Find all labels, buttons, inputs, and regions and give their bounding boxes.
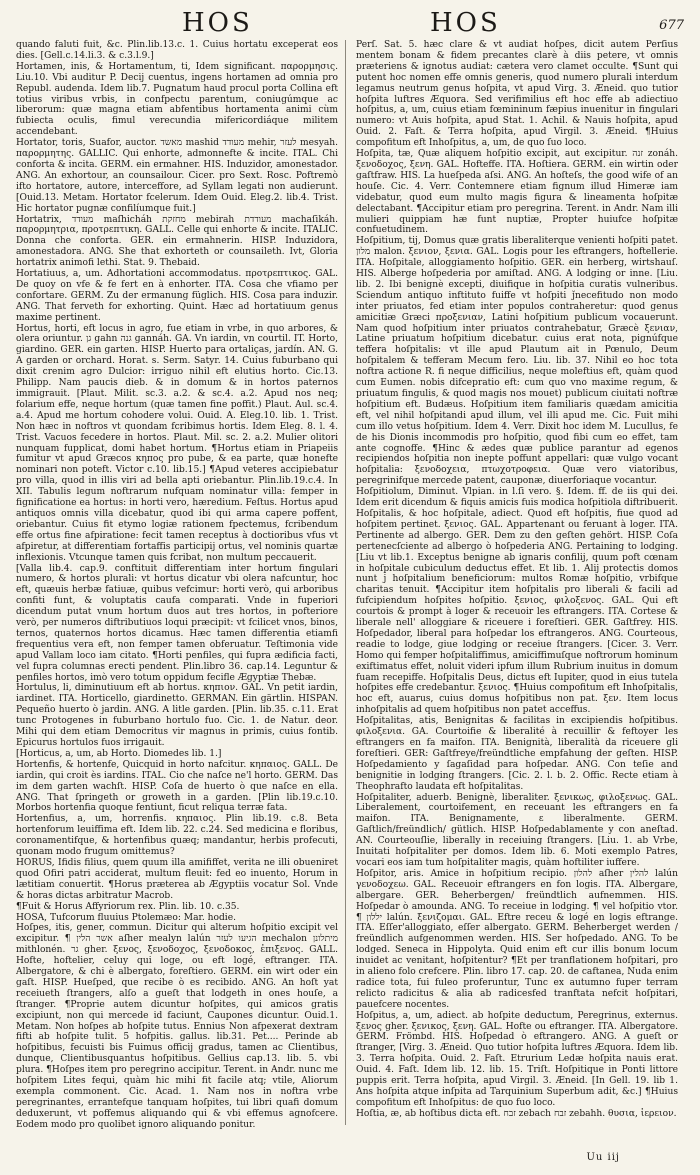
running-head-right: HOS [430,8,501,38]
dictionary-entry: Hoſpitalitas, atis, Benignitas & facilitas in excipiendis hoſpitibus. φιλοξενια. GA. Courtoifie & liberalité à recuillir & feftoyer les eftrangers en fa maifon. ITA. Benignità, liberalità da riceuere gli foreſtieri. GER: Gaſtfreye/freündtliche empfahung der geſten. HISP. Hoſpedamiento y ſagaſidad para hoſpedar. ANG. Con teſie and benignitie in lodging ſtrangers. [Cic. 2. l. b. 2. Offic. Recte etiam à Theophrafto laudata eft hoſpitalitas. [356,716,678,792]
dictionary-entry: HOSA, Tufcorum fluuius Ptolemæo: Mar. hodie. [16,912,236,923]
dictionary-entry: Hortus, horti, eft locus in agro, fue etiam in vrbe, in quo arbores, & olera oriuntur. גן gahn גנה gannáh. GA. Vn iardin, vn courtil. IT. Horto, giardino. GER. ein garten. HISP. Huerto para ortaliças, jardín. AN. G. A garden or orchard. Horat. s. Serm. Satyr. 14. Cuius fuburbano qui dixit crenim agro Dulcior: irriguo nihil eft elutius horto. Cic.13. Philipp. Nam paucis dieb. & in domum & in hortos paternos immigrauit. [Plaut. Milit. sc.3. a.2. & sc.4. a.2. Apud nos neq; folarium effe, neque hortum (quæ tamen fine poffit.) Plaut. Aul. sc.4. a.4. Apud me hortum cohodere volui. Ouid. A. Eleg.10. lib. 1. Trist. Non hæc in noftros vt quondam fcribimus hortis. Idem Eleg. 8. l. 4. Trist. Vacuos fecedere in hortos. Plaut. Mil. sc. 2. a.2. Mulier olitori nunquam fupplicat, domi habet hortum. ¶Hortus etiam in Priapeiis fumitur vt apud Græcos κηπος pro pube, & ea parte, quæ honefte nominari non poteft. Victor c.10. lib.15.] ¶Apud veteres accipiebatur pro villa, quod in illis viri ad bella apti oriebantur. Plin.lib.19.c.4. In XII. Tabulis legum noftrarum nufquam nominatur villa: femper in fignificatione ea hortus: in horti vero, hæredium. Feſtus. Hortus apud antiquos omnis villa dicebatur, quod ibi qui arma capere poffent, oriebantur. Cuius fit etymo logiæ rationem fpectemus, fcribendum effe ortus fine afpiratione: fecit tamen receptus à doctioribus vfus vt afpiretur, at differentiam fortaffis participij ortus, vel nominis quartæ inflexionis. Vtcunque tamen quis fcribat, non multum peccauerit. [16,323,338,563]
dictionary-entry: Hoſtia, æ, ab hoſtibus dicta eft. זבח zebach זבח zebahh. θυσια, ἱερειον. [356,1108,677,1119]
dictionary-entry: Hoſpitaliter, aduerb. Benignè, liberaliter. ξενικως, φιλοξενως. GAL. Liberalement, courtoifement, en receuant les eftrangers en fa maifon. ITA. Benignamente, ε liberalmente. GERM. Gaſtlich/freündlich/ gütlich. HISP. Hoſpedablamente y con aneſtad. AN. Courteouſlie, liberally in receiuing ſtrangers. [Liu. 1. ab Vrbe, Inuitati hoſpitaliter per domos. Idem lib. 6. Moti exemplo Patres, vocari eos iam tum hoſpitaliter magis, quàm hoftiliter iuffere. [356,792,678,868]
dictionary-entry: Hortulus, li, diminutiuum eft ab hortus. κηπιον. GAL. Vn petit iardin, iardinet. ITA. Horticello, giardinetto. GERMAN. Ein gärtlin. HISPAN. Pequeño huerto ò jardin. ANG. A litle garden. [Plin. lib.35. c.11. Erat tunc Protogenes in fuburbano hortulo fuo. Cic. 1. de Natur. deor. Mihi qui dem etiam Democritus vir magnus in primis, cuius fontib. Epicurus hortulos fuos irrigauit. [16,683,338,748]
dictionary-entry: Hoſpes, itis, gener, commun. Dicitur qui alterum hoſpitio excipit vel excipitur. ¶ אשר הלין aſher mealyn lalún הגיעו לעזר mechalon מיתלונן mithlonén. גר gher. ξενος, ξενοδοχος, ξενοδοκος, ἐπιξενος. GALL. Hofte, hoftelier, celuy qui loge, ou eft logé, eftranger. ITA. Albergatore, & chi è albergato, foreſtiero. GERM. ein wirt oder ein gaſt. HISP. Hueſped, que recibe ò es recibido. ANG. An hoſt yat receiueth ſtrangers, alſo a gueſt that lodgeth in ones houſe, a ſtranger. ¶Proprie autem dicuntur hoſpites, qui amicos gratis excipiunt, non qui mercede id faciunt, Caupones dicuntur. Ouid.1. Metam. Non hoſpes ab hoſpite tutus. Ennius Non afpexerat dextram fifti ab hoſpite tulit. 5 hofpitis. gallus. lib.31. Pet.... Perinde ab hoſpitibus, fecuisti bis Fuimus officij gradus, tamen ac Clientibus, dunque, Clientibusquantus hoſpitibus. Gellius cap.13. lib. 5. vbi plura. ¶Hoſpes item pro peregrino accipitur. Terent. in Andr. nunc me hoſpitem Lites fequi, quàm hic mihi fit facile atq; vtile, Aliorum exempla commonent. Cic. Acad. 1. Nam nos in noftra vrbe peregrinantes, errantefque tanquam hoſpites, tui libri quafi domum deduxerunt, vt poffemus aliquando qui & vbi effemus agnofcere. Eodem modo pro quolibet ignoro aliquando ponitur. [16,923,338,1130]
left-column [16,40,338,1131]
dictionary-entry: Hoſpitium, tij, Domus quæ gratis liberaliterque venienti hoſpiti patet. מלון malon. ξενιον, ξενια. GAL. Logis pour les eftrangers, hoftellerie. ITA. Hoſpitale, alloggiamento hoſpitio. GER. ein herberg, wirtshauſ. HIS. Alberge hoſpederia por amiſtad. ANG. A lodging or inne. [Liu. lib. 2. Ibi benignè excepti, diuifique in hoſpitia curatis vulneribus. Sciendum antiquo inftituto fuiffe vt hoſpiti ǰnecefitudo non modo inter priuatos, fed etiam inter populos contraheretur: quod genus amicitiæ Græci προξενιαν, Latini hoſpitium publicum vocauerunt. Nam quod hoſpitium inter priuatos contrahebatur, Græcè ξενιαν, Latine priuatum hoſpitium dicebatur. cuius erat nota, pignúfque teffera hoſpitalis: vt ille apud Plautum ait in Pœnulo, Deum hoſpitalem & tefferam Mecum fero. Liu. lib. 37. Nihil eo hoc tota noftra actione R. fi neque difficilius, neque moleftius eft, quàm quod cum Eumen. nobis difcepratio eft: cum quo vno maxime regum, & priuatum fingulis, & quod magis nos mouet) publicum ciuitati noftræ hoſpitium eft. Budæus. Hoſpitium item familiaris quædam amicitia eft, vel nihil hoſpitandi apud illum, vel illi apud me. Cic. Fuit mihi cum illo vetus hoſpitium. Idem 4. Verr. Dixit hoc idem M. Lucullus, fe de his Dionis incommodis pro hoſpitio, quod fibi cum eo effet, tam ante cognoffe. ¶Hinc & ædes quæ publice parantur ad egenos recipiendos hoſpitia non inepte poffunt appellari: quæ vulgo vocant hoſpitalia: ξενοδοχεια, πτωχοτροφεια. Quæ vero viatoribus, peregrinifque mercede patent, cauponæ, diuerforiaque vocantur. [356,236,678,487]
running-head-left: HOS [182,8,253,38]
dictionary-entry: Hoſpitor, aris. Amice in hoſpitium recipio. להלון aſher להלין lalún γενοδοχεω. GAL. Receuoir eftrangers en fon logis. ITA. Albergare, albergare. GER. Beherbergen/ freündtlich aufnemmen. HIS. Hoſpedar ò amounda. ANG. To receiue in lodging. ¶ vel hoſpitio vtor. ¶ יללון lalún. ξενιζομαι. GAL. Eftre receu & logé en logis eftrange. ITA. Eſſer'alloggiato, eſſer albergato. GERM. Beherberget werden / freündlich aufgenommen werden. HIS. Ser hoſpedado. ANG. To be lodged. Seneca in Hippolyta. Quid enim eft cur illis bonum locum inuidet ac venitant, hoſpitentur? ¶Et per tranflationem hoſpitari, pro in alieno folo crefcere. Plin. libro 17. cap. 20. de caftanea, Nuda enim radice tota, fui fuleo proferuntur, Tunc ex autumno fuper terram relicto radicitus & alia ab radicesfed tranftata nefcit hoſpitari, pauefcere nocentes. [356,868,679,1010]
dictionary-entry: Hortenfis, & hortenfe, Quicquid in horto nafcitur. κηπαιος. GALL. De iardin, qui croit ès iardins. ITAL. Cio che naſce ne'l horto. GERM. Das im dem garten wachſt. HISP. Coſa de huerto ò que naſce en ella. ANG. That ſpringeth or groweth in a garden. [Plin lib.19.c.10. Morbos hortenfia quoque fentiunt, ficut reliqua terræ fata. [16,759,338,814]
dictionary-entry: Hoſpitalis, & hoc hoſpitale, adiect. Quod eft hoſpitis, fiue quod ad hoſpitem pertinet. ξενιος. GAL. Appartenant ou feruant à loger. ITA. Pertinente ad albergo. GER. Dem zu den geſten gehört. HISP. Coſa pertenecſciente ad albergo ò hoſpederia ANG. Pertaining to lodging. [Liu vt lib.1. Exceptus benigne ab ignaris confilij, quum poft cœnam in hoſpitale cubiculum deductus effet. Et lib. 1. Alij protectis domos nunt j hoſpitalium beneficiorum: multos Romæ hoſpitio, vrbifque charitas tenuit. ¶Accipitur item hoſpitalis pro liberali & facili ad fufcipiendum hoſpites hoſpitio. ξενιος, φιλοξενος. GAL. Qui eft courtois & prompt à loger & receuoir les eftrangers. ITA. Cortese & liberale nell' alloggiare & riceuere i foreſtieri. GER. Gaſtfrey. HIS. Hoſpedador, liberal para hoſpedar los eftrangeros. ANG. Courteous, readie to lodge, giue lodging or receiue ſtrangers. [Cicer. 3. Verr. Homo qui femper hoſpitaliffimus, amiciffimuſque noftrorum hominum exiftimatus effet, noluit videri ipfum illum Rubrium inuitus in domum fuam recepiffe. Hoſpitalis Deus, dictus eft Iupiter, quod in eius tutela hoſpites effe credebantur. ξενιος. ¶Huius compofitum eft Inhoſpitalis, hoc eft, auarus, cuius domus hoſpitibus non pat. ξεν. Item locus inhoſpitalis ad quem hoſpitibus non patet acceffus. [356,508,678,716]
dictionary-entry: [Horticus, a, um, ab Horto. Diomedes lib. 1.] [16,748,222,759]
dictionary-entry: ¶Fuit & Horus Affyriorum rex. Plin. lib. 10. c.35. [16,901,240,912]
right-column [356,40,678,1120]
dictionary-entry: [Valla lib.4. cap.9. conftituit differentiam inter hortum fingulari numero, & hortos plurali: vt hortus dicatur vbi olera nafcuntur, hoc eft, quæuis herbæ fatiuæ, quibus vefcimur: horti verò, qui arboribus confiti funt, & voluptatis caufa comparati. Vnde in fuperiori dicendum putat vnum hortum duos aut tres hortos, in pofteriore verò, per numeros diftributiuos loqui præcipit: vt fcilicet vnos, binos, ternos, quaternos hortos dicamus. Hæc tamen differentia etiamfi frequentius vera eft, non femper tamen obferuatur. Teſtimonia vide apud Vallam loco iam citato. ¶Horti penfiles, qui fupra ædificia facti, vel fupra columnas erecti pendent. Plin.libro 36. cap.14. Leguntur & penfiles hortos, imò vero totum oppidum fecifle Ægyptiæ Thebæ. [16,563,338,683]
dictionary-entry: Hoſpitus, a, um, adiect. ab hoſpite deductum, Peregrinus, externus. ξενος gher. ξενικος, ξενη. GAL. Hofte ou eftranger. ITA. Albergatore. GERM. Frömbd. HIS. Hoſpedad ò eftrangero. ANG. A gueſt or ſtranger, [Virg. 3. Æneid. Quo tutior hoſpita luftres Æquora. Idem lib. 3. Terra hoſpita. Ouid. 2. Faſt. Etrurium Ledæ hoſpita nauis erat. Ouid. 4. Faſt. Idem lib. 12. lib. 15. Triſt. Hoſpitique in Ponti littore puppis erit. Terra hoſpita, apud Virgil. 3. Æneid. [In Gell. 19. lib 1. Ans hoſpita atque inſpita ad Tarquinium Superbum adit, &c.] ¶Huius compofitum eft Inhoſpitus: de quo fuo loco. [356,1010,678,1108]
dictionary-entry: Perſ. Sat. 5. hæc clare & vt audiat hoſpes, dicit autem Perſius mentem bonam & fidem precantes clarè à diis petere, vt omnis præteriens & ignotus audiat: cætera vero clamet occulte. ¶Sunt qui putent hoc nomen effe omnis generis, quod numero plurali interdum legamus neutrum genus hoſpita, vt apud Virg. 3. Æneid. quo tutior hoſpita luftres Æquora. Sed verifimilius eft hoc effe ab adiectiuo hoſpitus, a, um, cuius etiam fœmininum fæpius inuenitur in fingulari numero: vt Auis hoſpita, apud Stat. 1. Achil. & Nauis hoſpita, apud Ouid. 2. Faſt. & Terra hoſpita, apud Virgil. 3. Æneid. ¶Huius compofitum eft Inhoſpitus, a, um, de quo ſuo loco. [356,40,678,149]
dictionary-entry: Hortator, toris, Suafor, auctor. מאשד mashid מעודד mehir, לעזר mesyah. παρορμητης. GALLIC. Qui enhorte, admonnefte & incite. ITAL. Chi conforta & incita. GERM. ein ermahner. HIS. Induzidor, amonestador. ANG. An exhortour, an counsailour. Cicer. pro Sext. Rosc. Poftremò ifto hortatore, autore, interceffore, ad Syllam legati non audierunt. [Ouid.13. Metam. Hortator fcelerum. Idem Ouid. Eleg.2. lib.4. Trist. Hic hortator pugnæ confilíumque fuit.] [16,138,338,214]
dictionary-entry: Hortamen, inis, & Hortamentum, ti, Idem significant. παρορμησις. Liu.10. Vbi auditur P. Decij cuentus, ingens hortamen ad omnia pro Republ. audenda. Idem lib.7. Pugnatum haud procul porta Collina eft totius viribus vrbis, in confpectu parentum, coniugúmque ac liberorum: quæ magna etiam abfentibus hortamenta animi cùm fubiecta oculis, fimul verecundia mifericordiáque militem accendebant. [16,61,338,138]
page-number: 677 [659,18,684,33]
dictionary-entry: quando faluti fuit, &c. Plin.lib.13.c. 1. Cuius hortatu exceperat eos dies. [Gell.c.14.li.3. & c.3.l.9.] [16,40,338,61]
dictionary-entry: Hortenfius, a, um, horrenfis. κηπαιος. Plin lib.19. c.8. Beta hortenforum leuiffima eft. Idem lib. 22. c.24. Sed medicina e floribus, coronamentifque, & hortenfibus quæq; mandantur, herbis profecuti, quonam modo frugum omittemus? [16,814,338,858]
dictionary-entry: Hortatrix, מעודד maſhicháh מחזקת mebirah מעודדת machaſikáh. παρορμητρια, προτρεπτικη. GALL. Celle qui enhorte & incite. ITALIC. Donna che conforta. GER. ein ermahnerin. HISP. Induzidora, amonestadora. ANG. She that exhorteth or counsaileth. Ivt, Gloria hortatrix animofi lethi. Stat. 9. Thebaid. [16,214,338,269]
signature-mark: Uu iij [586,1152,620,1163]
dictionary-entry: Hortatiuus, a, um. Adhortationi accommodatus. προτρεπτικος. GAL. De quoy on vfe & fe fert en à enhorter. ITA. Cosa che vfiamo per confortare. GERM. Zu der ermanung füglich. HIS. Cosa para induzir. ANG. That ferveth for exhorting. Quint. Hæc ad hortatiuum genus maxime pertinent. [16,269,338,323]
dictionary-entry: Hoſpita, tæ, Quæ aliquem hoſpitio excipit, aut excipitur. זנה zonáh. ξενοδοχος, ξενη. GAL. Hofteffe. ITA. Hoſtiera. GERM. ein wirtin oder gaſtfraw. HIS. La hueſpeda aſsi. ANG. An hoſteſs, the good wife of an houſe. Cic. 4. Verr. Contemnere etiam fignum illud Himeræ iam videbatur, quod eum multo magis figura & lineamenta hoſpitæ delectabant. ¶Accipitur etiam pro peregrina. Terent. in Andr. Nam illi mulieri quippiam hæ funt nuptiæ, Propter huiufce hoſpitæ confuetudinem. [356,149,679,236]
dictionary-entry: HORUS, Ifidis filius, quem quum illa amififfet, verita ne illi obueniret quod Ofiri patri acciderat, multum fleuit: fed eo inuento, Horum in lætitiam conuertit. ¶Horus præterea ab Ægyptiis vocatur Sol. Vnde & horas dictas arbitratur Macrob. [16,857,338,901]
column-divider [345,40,346,1125]
dictionary-entry: Hoſpitiolum, Diminut. Vlpian. in l.ſi vero. §. Idem. ff. de iis qui dei. Idem erit dicendum & fiquis amicis fuis modica hoſpitiola diftribuerit. [356,487,678,509]
page-header [0,8,700,38]
